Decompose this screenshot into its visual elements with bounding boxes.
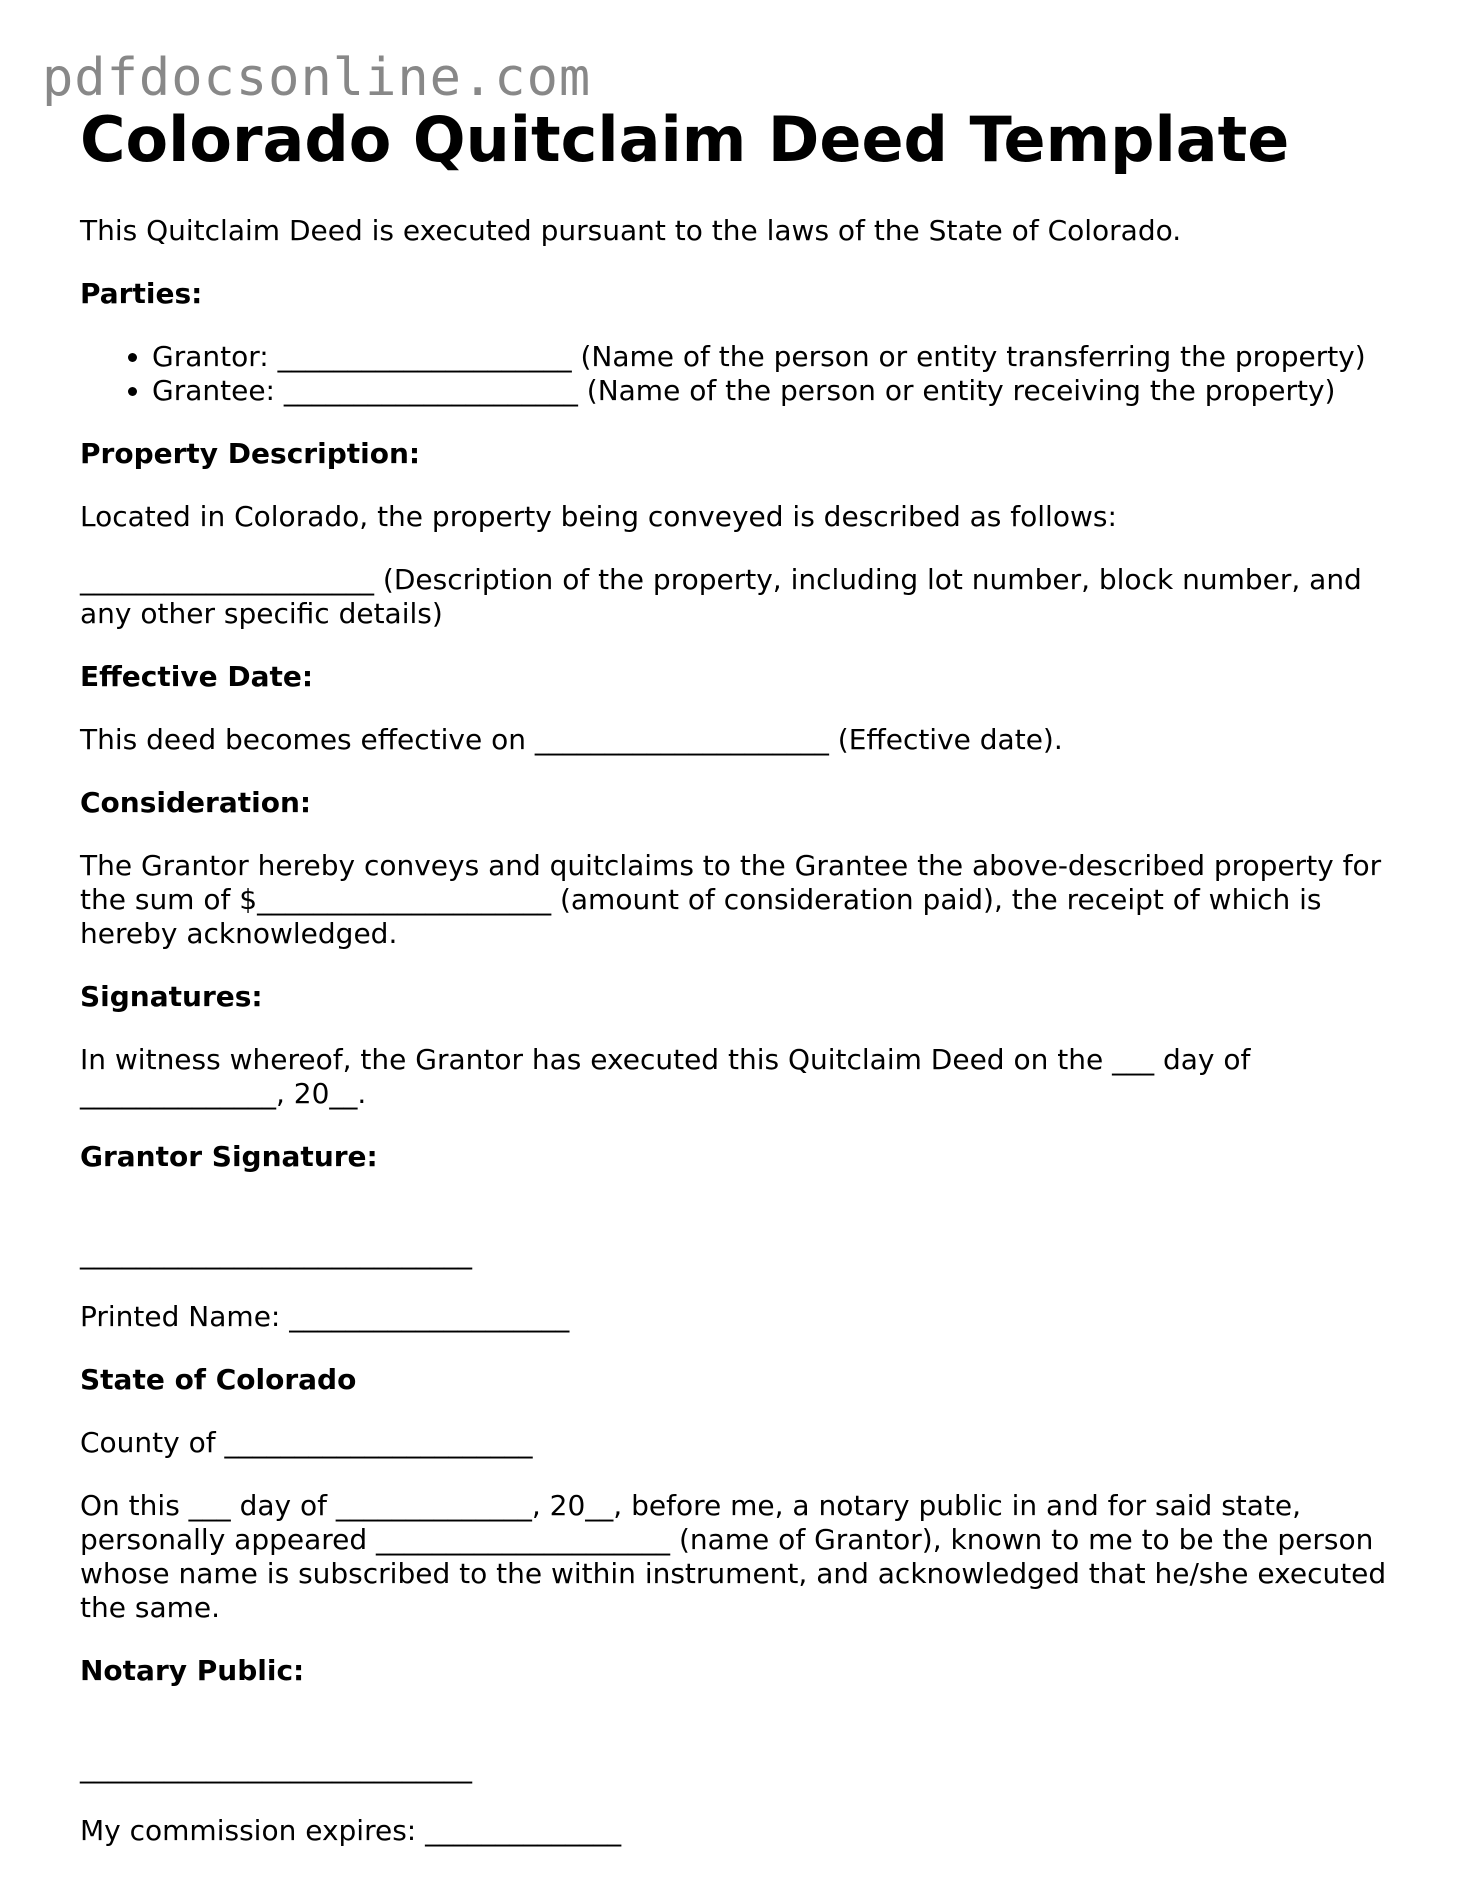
- document: [80, 104, 1390, 1848]
- parties-list: [80, 340, 1390, 408]
- intro-text: This Quitclaim Deed is executed pursuant to the laws of the State of Colorado.: [80, 214, 1182, 247]
- notary-signature-line: ____________________________: [80, 1751, 472, 1784]
- property-heading: Property Description:: [80, 437, 421, 470]
- notary-heading: Notary Public:: [80, 1654, 305, 1687]
- property-description-text: _____________________ (Description of the property, including lot number, block number, and any other specific details): [80, 563, 1362, 630]
- signatures-text: In witness whereof, the Grantor has executed this Quitclaim Deed on the ___ day of ______________, 20__.: [80, 1043, 1251, 1110]
- grantor-signature-line: ____________________________: [80, 1237, 472, 1270]
- grantor-item: • Grantor: _____________________ (Name of the person or entity transferring the property): [152, 340, 1390, 374]
- watermark: pdfdocsonline.com: [42, 48, 592, 108]
- signatures-heading: Signatures:: [80, 980, 263, 1013]
- county-text: County of ______________________: [80, 1426, 533, 1459]
- acknowledgment-text: On this ___ day of ______________, 20__, before me, a notary public in and for said state, personally appeared _____________________ (name of Grantor), known to me to be the person whose name is subscribed to the within instrument, and acknowledged that he/she executed the same.: [80, 1489, 1387, 1624]
- grantor-signature-heading: Grantor Signature:: [80, 1140, 378, 1173]
- effective-date-heading: Effective Date:: [80, 660, 314, 693]
- consideration-heading: Consideration:: [80, 786, 312, 819]
- commission-expires-text: My commission expires: ______________: [80, 1814, 622, 1847]
- grantee-item: • Grantee: _____________________ (Name of the person or entity receiving the property): [152, 374, 1390, 408]
- effective-date-text: This deed becomes effective on _____________________ (Effective date).: [80, 723, 1063, 756]
- property-located-text: Located in Colorado, the property being conveyed is described as follows:: [80, 500, 1117, 533]
- consideration-text: The Grantor hereby conveys and quitclaims to the Grantee the above-described property for the sum of $_____________________ (amount of consideration paid), the receipt of which is hereby acknowledged.: [80, 849, 1382, 950]
- state-heading: State of Colorado: [80, 1363, 357, 1396]
- parties-heading: Parties:: [80, 277, 203, 310]
- page-title: Colorado Quitclaim Deed Template: [80, 103, 1290, 176]
- grantor-printed-name: Printed Name: ____________________: [80, 1300, 570, 1333]
